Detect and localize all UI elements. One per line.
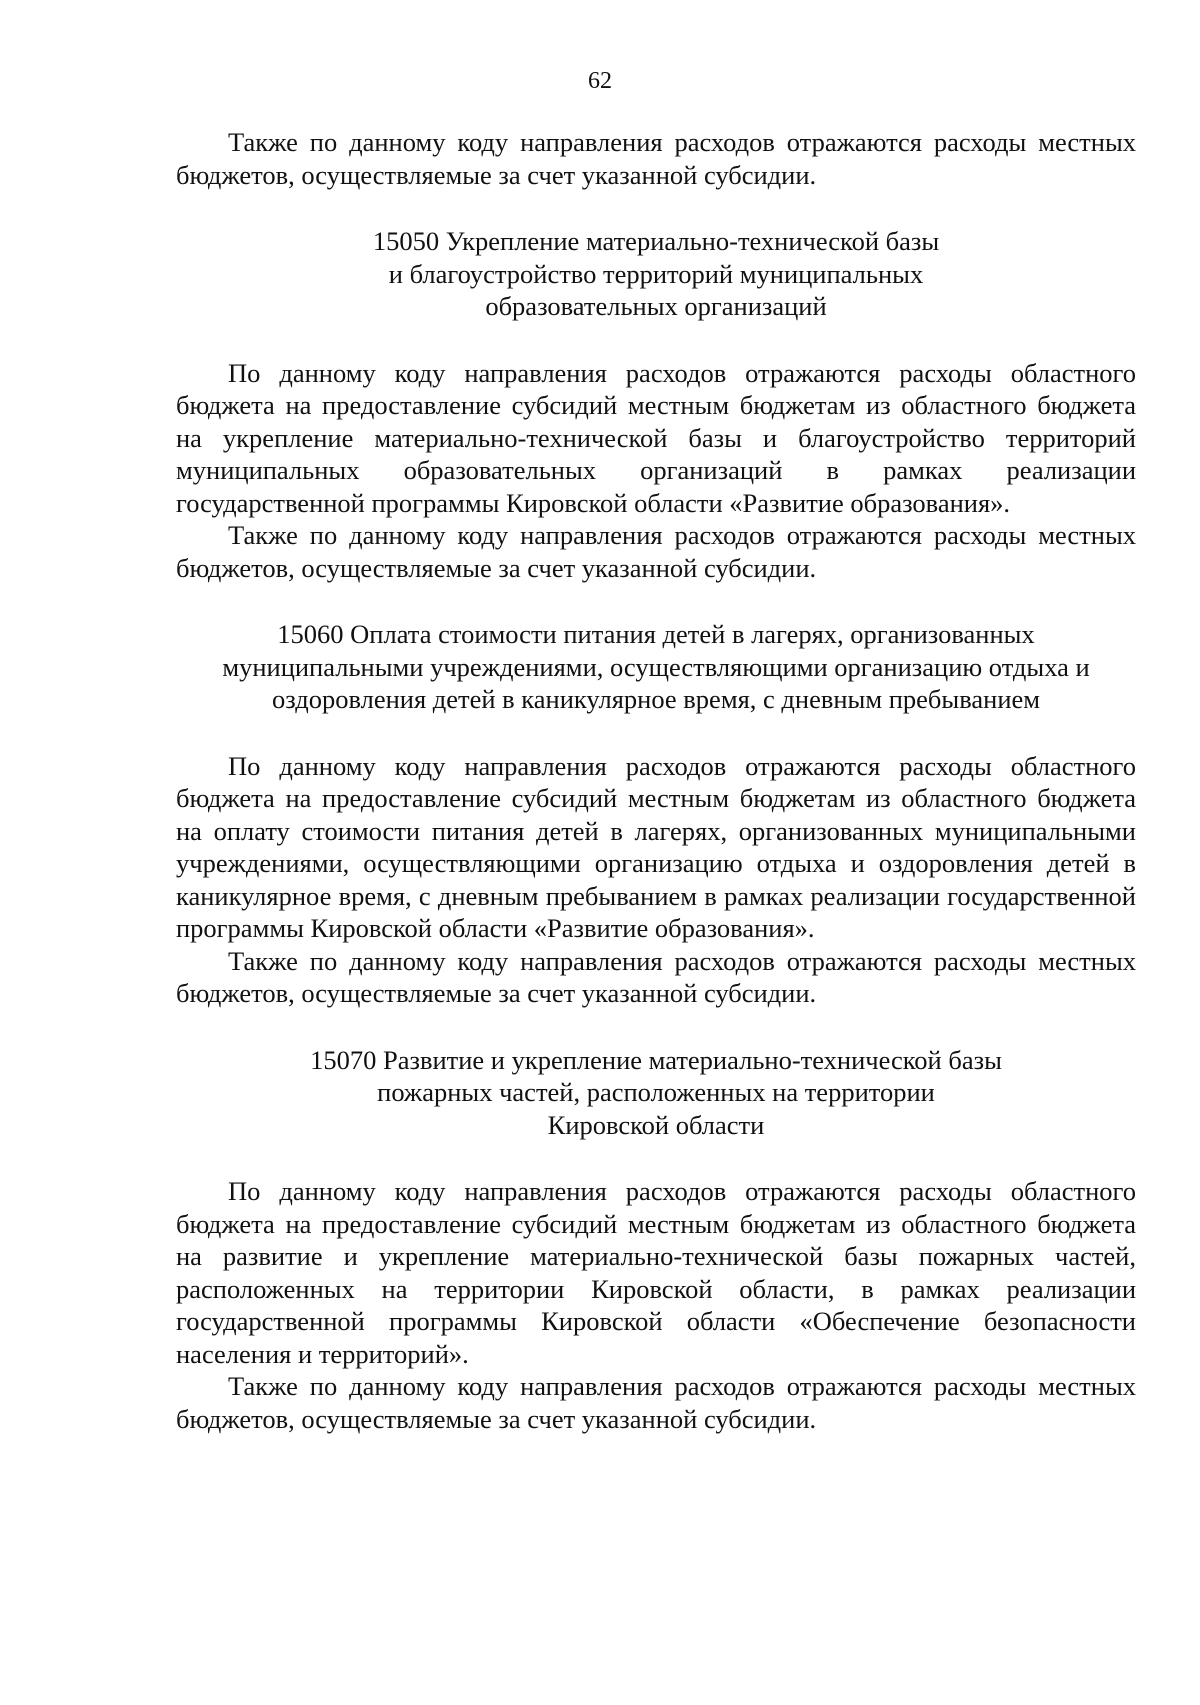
section-paragraph: По данному коду направления расходов отражаются расходы областного бюджета на предоставление субсидий местным бюджетам из областного бюджета на укрепление материально-технической базы и благоустройство территорий муниципальных образовательных организаций в рамках реализации государственной программы Кировской области «Развитие образования». — [176, 357, 1136, 518]
intro-paragraph: Также по данному коду направления расходов отражаются расходы местных бюджетов, осуществляемые за счет указанной субсидии. — [176, 127, 1136, 190]
section-paragraph: Также по данному коду направления расходов отражаются расходы местных бюджетов, осуществляемые за счет указанной субсидии. — [176, 945, 1136, 1008]
title-line: муниципальными учреждениями, осуществляющими организацию отдыха и — [222, 651, 1090, 682]
section-15050 — [176, 191, 1136, 584]
section-title — [176, 225, 1136, 323]
title-line: оздоровления детей в каникулярное время, с дневным пребыванием — [271, 684, 1041, 714]
section-paragraph: Также по данному коду направления расходов отражаются расходы местных бюджетов, осуществляемые за счет указанной субсидии. — [176, 1371, 1136, 1434]
section-paragraph: По данному коду направления расходов отражаются расходы областного бюджета на предоставление субсидий местным бюджетам из областного бюджета на оплату стоимости питания детей в лагерях, организованных муниципальными учреждениями, осуществляющими организацию отдыха и оздоровления детей в каникулярное время, с дневным пребыванием в рамках реализации государственной программы Кировской области «Развитие образования». — [176, 750, 1136, 943]
document-body — [176, 126, 1136, 1435]
page-number: 62 — [588, 68, 612, 94]
section-15060 — [176, 584, 1136, 1010]
title-line: и благоустройство территорий муниципальных — [388, 258, 924, 289]
section-paragraph: По данному коду направления расходов отражаются расходы областного бюджета на предоставление субсидий местным бюджетам из областного бюджета на развитие и укрепление материально-технической базы пожарных частей, расположенных на территории Кировской области, в рамках реализации государственной программы Кировской области «Обеспечение безопасности населения и территорий». — [176, 1176, 1136, 1369]
section-15070 — [176, 1010, 1136, 1436]
title-line: 15070 Развитие и укрепление материально-технической базы — [310, 1044, 1002, 1075]
title-line: пожарных частей, расположенных на территории — [377, 1077, 935, 1107]
section-title — [176, 618, 1136, 716]
title-line: 15050 Укрепление материально-технической базы — [372, 226, 940, 256]
title-line: Кировской области — [547, 1109, 765, 1140]
section-title — [176, 1044, 1136, 1142]
title-line: 15060 Оплата стоимости питания детей в лагерях, организованных — [277, 619, 1035, 649]
section-paragraph: Также по данному коду направления расходов отражаются расходы местных бюджетов, осуществляемые за счет указанной субсидии. — [176, 520, 1136, 583]
title-line: образовательных организаций — [485, 291, 827, 321]
